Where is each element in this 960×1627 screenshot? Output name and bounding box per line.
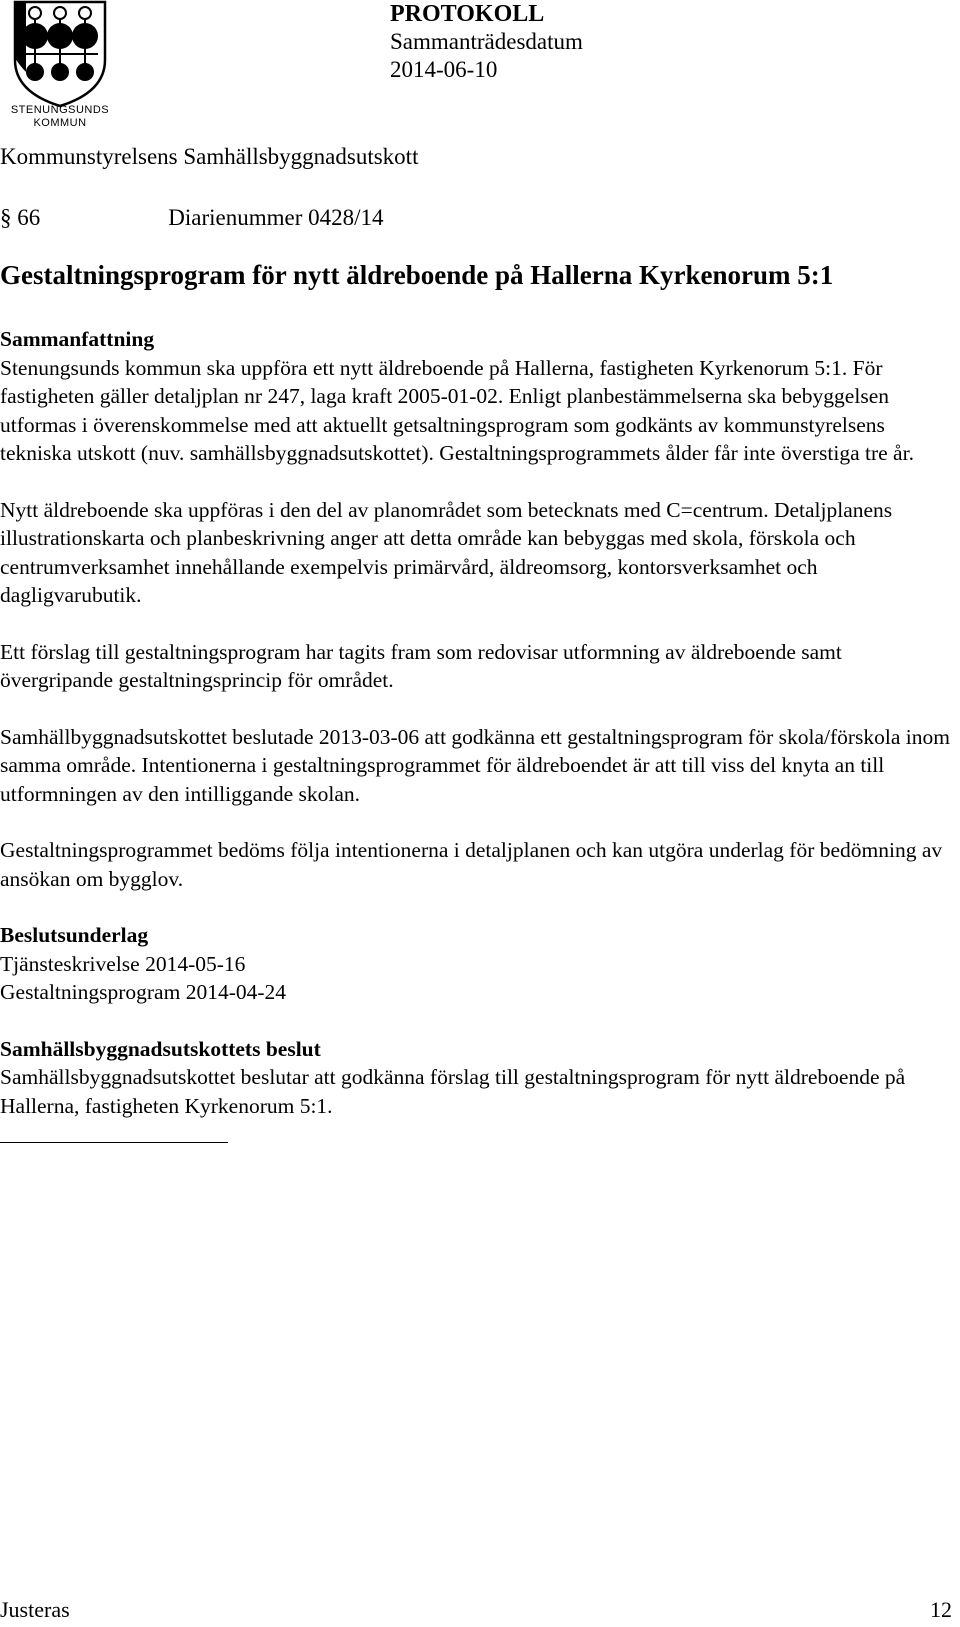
summary-paragraph-3: Ett förslag till gestaltningsprogram har tagits fram som redovisar utformning av äldreboende samt övergripande gestaltningsprincip för området.	[0, 639, 842, 692]
page-title: Gestaltningsprogram för nytt äldreboende på Hallerna Kyrkenorum 5:1	[0, 260, 834, 290]
summary-paragraph-1: Stenungsunds kommun ska uppföra ett nytt äldreboende på Hallerna, fastigheten Kyrkenorum 5:1. För fastigheten gäller detaljplan nr 247, laga kraft 2005-01-02. Enligt planbestämmelserna ska bebyggelsen utformas i överenskommelse med att aktuellt getsaltningsprogram som godkänts av kommunstyrelsens tekniska utskott (nuv. samhällsbyggnadsutskottet). Gestaltningsprogrammets ålder får inte överstiga tre år.	[0, 355, 914, 465]
basis-item: Tjänsteskrivelse 2014-05-16	[0, 951, 246, 976]
signature-rule	[0, 1142, 228, 1143]
page-number: 12	[930, 1597, 952, 1622]
date-value: 2014-06-10	[390, 57, 498, 82]
doc-type: PROTOKOLL	[390, 1, 545, 27]
document-body	[0, 325, 950, 1143]
section-symbol: §	[0, 205, 12, 230]
header-meta	[390, 0, 583, 84]
logo-text-line1: STENUNGSUNDS	[10, 104, 110, 116]
footer-justeras: Justeras	[0, 1597, 70, 1622]
basis-item: Gestaltningsprogram 2014-04-24	[0, 980, 287, 1004]
logo-text-line2: KOMMUN	[33, 117, 87, 129]
decision-heading: Samhällsbyggnadsutskottets beslut	[0, 1036, 321, 1061]
section-line	[0, 205, 384, 231]
diary-number: Diarienummer 0428/14	[168, 205, 384, 230]
coat-of-arms-icon	[0, 0, 120, 108]
decision-text: Samhällsbyggnadsutskottet beslutar att godkänna förslag till gestaltningsprogram för nytt äldreboende på Hallerna, fastigheten Kyrkenorum 5:1.	[0, 1065, 906, 1118]
basis-heading: Beslutsunderlag	[0, 923, 149, 947]
committee-name: Kommunstyrelsens Samhällsbyggnadsutskott	[0, 144, 419, 169]
municipality-logo	[0, 0, 120, 132]
summary-paragraph-4: Samhällbyggnadsutskottet beslutade 2013-03-06 att godkänna ett gestaltningsprogram för skola/förskola inom samma område. Intentionerna i gestaltningsprogrammet för äldreboendet är att till viss del knyta an till utformningen av den intilliggande skolan.	[0, 724, 950, 806]
summary-paragraph-5: Gestaltningsprogrammet bedöms följa intentionerna i detaljplanen och kan utgöra underlag för bedömning av ansökan om bygglov.	[0, 838, 943, 891]
summary-paragraph-2: Nytt äldreboende ska uppföras i den del av planområdet som betecknats med C=centrum. Detaljplanens illustrationskarta och planbeskrivning anger att detta område kan bebyggas med skola, förskola och centrumverksamhet innehållande exempelvis primärvård, äldreomsorg, kontorsverksamhet och dagligvarubutik.	[0, 497, 893, 607]
date-label: Sammanträdesdatum	[390, 29, 583, 54]
section-number: 66	[17, 205, 41, 230]
summary-heading: Sammanfattning	[0, 327, 155, 351]
